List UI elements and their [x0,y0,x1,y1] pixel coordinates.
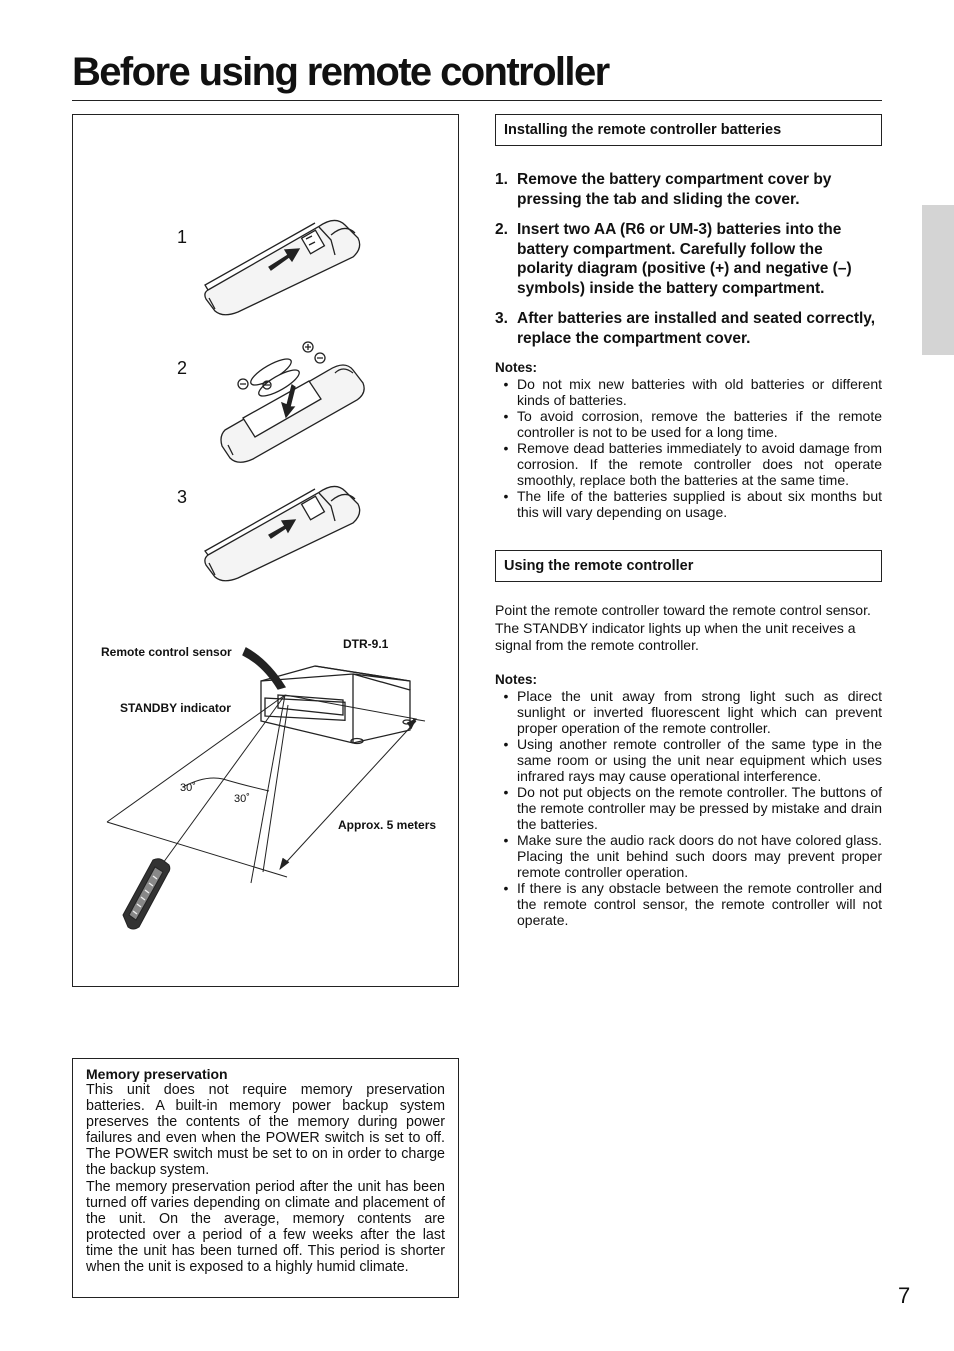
note-item [495,688,882,736]
note-item [495,880,882,928]
title-rule [72,100,882,101]
memory-paragraph: The memory preservation period after the unit has been turned off varies depending on climate and placement of the unit. On the average, memory contents are protected over a period of a few weeks after the last time the unit has been turned off. This period is shorter when the unit is exposed to a highly humid climate. [86,1178,445,1276]
note-item [495,376,882,408]
bullet-icon: • [503,783,509,800]
note-text: If there is any obstacle between the remote controller and the remote control sensor, the remote controller will not operate. [517,879,882,928]
memory-paragraph: This unit does not require memory preservation batteries. A built-in memory power backup system preserves the contents of the memory during power failures and even when the POWER switch is set to off. The POWER switch must be set to on in order to charge the backup system. [86,1082,445,1179]
note-text: Do not put objects on the remote controller. The buttons of the remote controller may be pressed by mistake and drain the batteries. [517,783,882,832]
remote-step-3-drawing [205,486,360,580]
batteries-steps [495,170,882,348]
right-column [495,114,882,928]
bullet-icon: • [503,408,509,424]
bullet-icon: • [503,879,509,896]
batteries-step [495,220,882,298]
bullet-icon: • [503,735,509,752]
angle-right-label: 30˚ [234,793,250,805]
note-text: The life of the batteries supplied is about six months but this will vary depending on usage. [517,488,882,520]
step-number-2: 2 [177,358,188,378]
step-index: 1. [495,171,508,188]
unit-model-label: DTR-9.1 [343,637,389,651]
using-notes-title: Notes: [495,671,538,687]
step-index: 2. [495,221,508,238]
angle-left-label: 30˚ [180,782,196,794]
note-item [495,488,882,520]
remote-step-2-drawing [221,342,364,462]
note-item [495,784,882,832]
batteries-heading: Installing the remote controller batteries [495,114,882,146]
note-text: Place the unit away from strong light such as direct sunlight or inverted fluorescent light which can prevent proper operation of the remote controller. [517,687,882,736]
batteries-notes [495,376,882,520]
step-text: Remove the battery compartment cover by pressing the tab and sliding the cover. [517,171,832,208]
note-text: Make sure the audio rack doors do not have colored glass. Placing the unit behind such doors may prevent proper remote controller operation. [517,831,882,880]
hand-remote-drawing [123,859,170,929]
bullet-icon: • [503,376,509,392]
step-index: 3. [495,310,508,327]
remote-step-1-drawing [205,220,360,314]
bullet-icon: • [503,488,509,504]
step-text: After batteries are installed and seated correctly, replace the compartment cover. [517,310,876,347]
memory-preservation-box [72,1058,459,1298]
batteries-step [495,309,882,348]
step-number-1: 1 [177,227,188,247]
page-number: 7 [898,1283,911,1308]
bullet-icon: • [503,687,509,704]
using-notes [495,688,882,928]
bullet-icon: • [503,440,509,456]
illustration-box [72,114,459,987]
distance-label: Approx. 5 meters [338,818,437,832]
bullet-icon: • [503,831,509,848]
using-heading: Using the remote controller [495,550,882,582]
page-title: Before using remote controller [72,50,609,94]
sensor-label: Remote control sensor [101,645,232,659]
side-tab [922,205,954,355]
standby-label: STANDBY indicator [120,701,231,715]
note-text: Remove dead batteries immediately to avoid damage from corrosion. If the remote controller does not operate smoothly, replace both the batteries at the same time. [517,440,882,488]
note-text: Using another remote controller of the same type in the same room or using the unit near equipment which uses infrared rays may cause operational interference. [517,735,882,784]
note-item [495,736,882,784]
remote-illustrations [73,115,458,986]
note-item [495,408,882,440]
step-number-3: 3 [177,487,188,507]
step-text: Insert two AA (R6 or UM-3) batteries into the battery compartment. Carefully follow the polarity diagram (positive (+) and negative (–) symbols) inside the battery compartment. [517,221,852,297]
memory-title: Memory preservation [86,1066,228,1082]
batteries-step [495,170,882,209]
note-item [495,440,882,488]
note-item [495,832,882,880]
note-text: To avoid corrosion, remove the batteries if the remote controller is not to be used for a long time. [517,408,882,440]
note-text: Do not mix new batteries with old batteries or different kinds of batteries. [517,376,882,408]
batteries-notes-title: Notes: [495,360,538,375]
using-paragraph: Point the remote controller toward the remote control sensor. The STANDBY indicator lights up when the unit receives a signal from the remote controller. [495,602,871,653]
